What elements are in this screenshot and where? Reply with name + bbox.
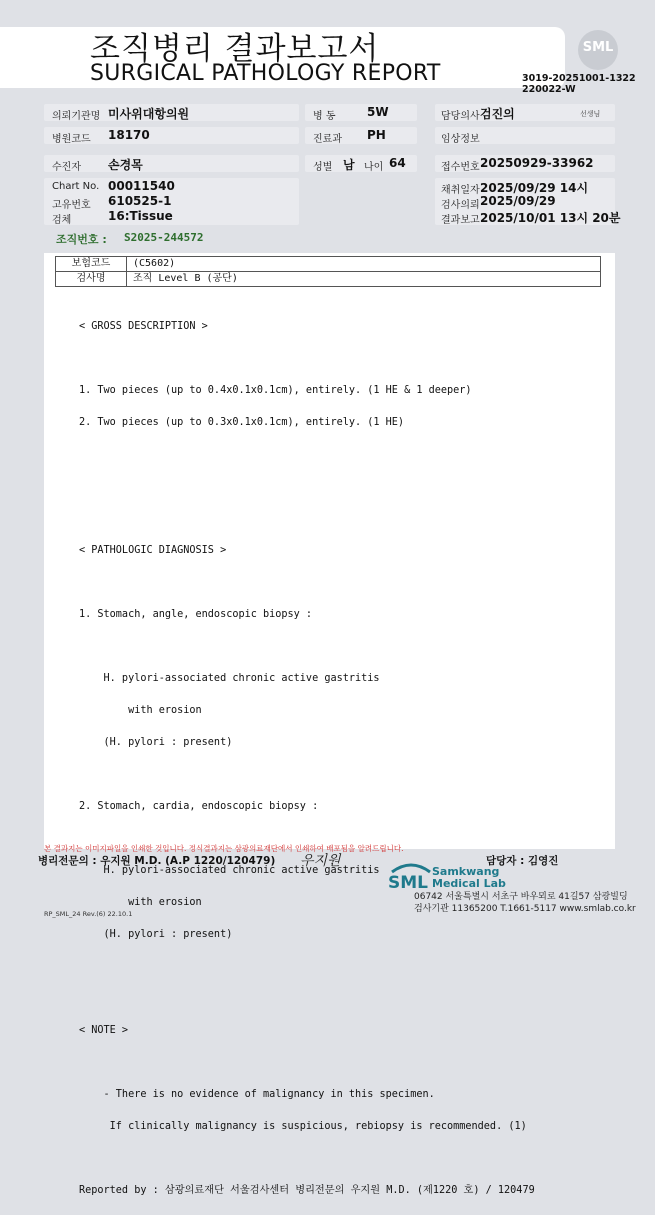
diagnosis-site: 1. Stomach, angle, endoscopic biopsy : bbox=[79, 609, 313, 620]
test-name-label: 검사명 bbox=[56, 272, 127, 287]
doctor-suffix: 선생님 bbox=[580, 110, 601, 118]
report-number-line2: 220022-W bbox=[522, 84, 576, 95]
print-notice: 본 결과지는 이미지파일을 인쇄한 것입니다. 정식결과지는 삼광의료재단에서 인쇄하여 배포됨을 알려드립니다. bbox=[44, 844, 404, 853]
report-number-line1: 3019-20251001-1322 bbox=[522, 73, 636, 84]
age-label: 나이 bbox=[364, 162, 384, 173]
ward-value: 5W bbox=[367, 105, 389, 119]
gross-line: 2. Two pieces (up to 0.3x0.1x0.1cm), entirely. (1 HE) bbox=[79, 417, 405, 428]
patient-label: 수진자 bbox=[52, 162, 81, 173]
code-label: 병원코드 bbox=[52, 134, 91, 145]
report-title-english: SURGICAL PATHOLOGY REPORT bbox=[90, 61, 441, 86]
test-name-value: 조직 Level B (공단) bbox=[127, 272, 601, 287]
dept-value: PH bbox=[367, 128, 386, 142]
lab-name-line1: Samkwang bbox=[432, 865, 500, 878]
lab-contact-line: 검사기관 11365200 T.1661-5117 www.smlab.co.kr bbox=[414, 904, 636, 914]
doctor-value: 검진의 bbox=[480, 107, 515, 121]
lab-logo-text: SML bbox=[388, 873, 428, 893]
pathology-number-label: 조직번호 : bbox=[56, 233, 107, 246]
note-line: - There is no evidence of malignancy in this specimen. bbox=[79, 1089, 435, 1100]
doctor-label: 담당의사 bbox=[441, 111, 480, 122]
patient-row bbox=[44, 155, 299, 172]
lab-address-line: 06742 서울특별시 서초구 바우뫼로 41길57 삼광빌딩 bbox=[414, 892, 628, 902]
pathology-number-value: S2025-244572 bbox=[124, 231, 204, 244]
id-label: 고유번호 bbox=[52, 200, 91, 211]
diagnosis-site: 2. Stomach, cardia, endoscopic biopsy : bbox=[79, 801, 319, 812]
age-value: 64 bbox=[389, 156, 406, 170]
insurance-code-value: (C5602) bbox=[127, 257, 601, 272]
report-number bbox=[522, 73, 636, 95]
receipt-value: 20250929-33962 bbox=[480, 156, 594, 170]
id-value: 610525-1 bbox=[108, 194, 172, 208]
request-value: 2025/09/29 bbox=[480, 194, 556, 208]
diagnosis-line: with erosion bbox=[79, 897, 202, 908]
sex-label: 성별 bbox=[313, 162, 333, 173]
specimen-value: 16:Tissue bbox=[108, 209, 173, 223]
clinical-label: 임상정보 bbox=[441, 134, 480, 145]
lab-name bbox=[432, 866, 506, 890]
diagnosis-heading: < PATHOLOGIC DIAGNOSIS > bbox=[79, 545, 227, 556]
specimen-label: 검체 bbox=[52, 215, 72, 226]
reported-by: Reported by : 삼광의료재단 서울검사센터 병리전문의 우지원 M.D. (제1220 호) / 120479 bbox=[79, 1185, 535, 1196]
sex-value: 남 bbox=[343, 158, 355, 172]
note-line: If clinically malignancy is suspicious, rebiopsy is recommended. (1) bbox=[79, 1121, 527, 1132]
hospital-label: 의뢰기관명 bbox=[52, 111, 101, 122]
diagnosis-line: H. pylori-associated chronic active gastritis bbox=[79, 673, 380, 684]
chart-value: 00011540 bbox=[108, 179, 175, 193]
ward-label: 병 동 bbox=[313, 111, 336, 122]
report-body bbox=[79, 303, 535, 1215]
diagnosis-line: (H. pylori : present) bbox=[79, 929, 233, 940]
code-value: 18170 bbox=[108, 128, 150, 142]
request-label: 검사의뢰 bbox=[441, 200, 480, 211]
diagnosis-line: with erosion bbox=[79, 705, 202, 716]
staff-line: 담당자 : 김영진 bbox=[486, 855, 559, 867]
patient-value: 손경목 bbox=[108, 158, 143, 172]
result-label: 결과보고 bbox=[441, 215, 480, 226]
diagnosis-line: H. pylori-associated chronic active gastritis bbox=[79, 865, 380, 876]
handwritten-signature: 우지원 bbox=[300, 853, 341, 869]
lab-name-line2: Medical Lab bbox=[432, 877, 506, 890]
insurance-code-label: 보험코드 bbox=[56, 257, 127, 272]
collect-label: 채취일자 bbox=[441, 185, 480, 196]
hospital-value: 미사위대항의원 bbox=[108, 107, 190, 121]
report-title-korean: 조직병리 결과보고서 bbox=[90, 31, 380, 67]
note-heading: < NOTE > bbox=[79, 1025, 129, 1036]
lab-address bbox=[414, 891, 636, 915]
collect-value: 2025/09/29 14시 bbox=[480, 181, 589, 195]
diagnosis-line: (H. pylori : present) bbox=[79, 737, 233, 748]
insurance-table bbox=[55, 256, 601, 287]
chart-label: Chart No. bbox=[52, 181, 100, 192]
test-name-row bbox=[56, 272, 601, 287]
dept-label: 진료과 bbox=[313, 134, 342, 145]
pathologist-signature-line: 병리전문의 : 우지원 M.D. (A.P 1220/120479) bbox=[38, 855, 276, 867]
receipt-label: 접수번호 bbox=[441, 162, 480, 173]
form-number: RP_SML_24 Rev.(6) 22.10.1 bbox=[44, 910, 133, 918]
result-value: 2025/10/01 13시 20분 bbox=[480, 211, 621, 225]
gross-heading: < GROSS DESCRIPTION > bbox=[79, 321, 208, 332]
insurance-code-row bbox=[56, 257, 601, 272]
gross-line: 1. Two pieces (up to 0.4x0.1x0.1cm), entirely. (1 HE & 1 deeper) bbox=[79, 385, 472, 396]
sml-logo-text: SML bbox=[582, 40, 614, 55]
